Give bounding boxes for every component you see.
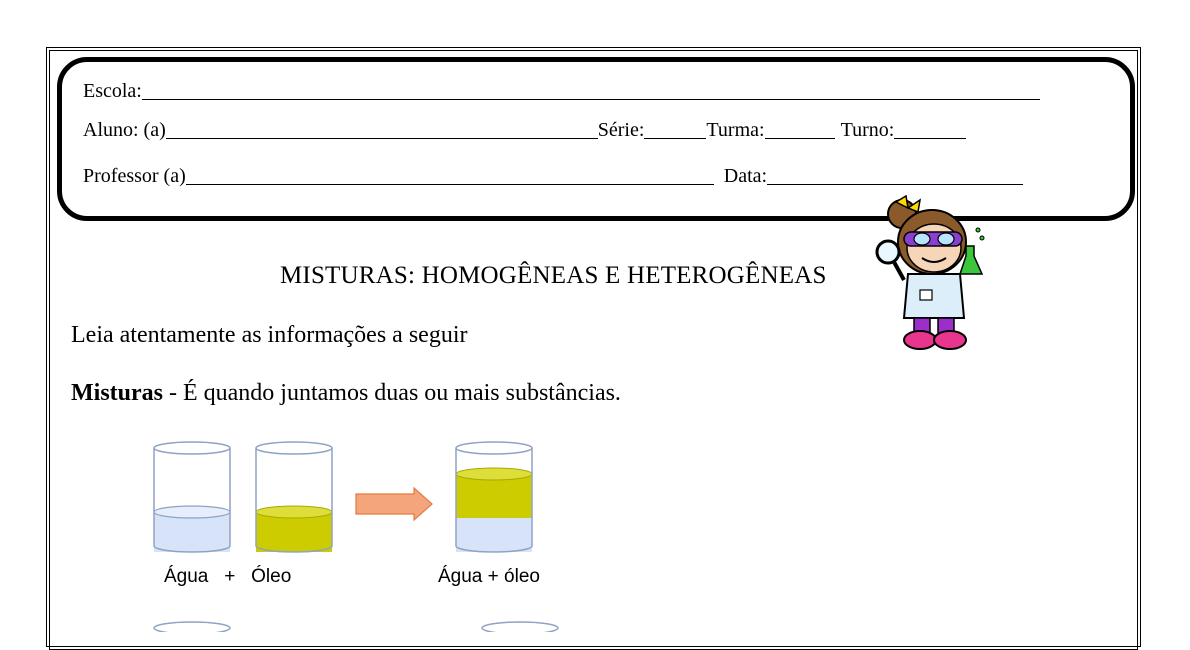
data-field[interactable]: [767, 166, 1023, 185]
professor-label: Professor (a): [83, 165, 186, 187]
escola-label: Escola:: [83, 80, 142, 102]
caption-right: Água + óleo: [438, 566, 540, 587]
escola-field[interactable]: [142, 81, 1040, 100]
oil-glass: [252, 438, 338, 558]
instruction-text: Leia atentamente as informações a seguir: [71, 322, 468, 348]
page-title: MISTURAS: HOMOGÊNEAS E HETEROGÊNEAS: [280, 262, 827, 289]
caption-left: Água + Óleo: [164, 566, 292, 587]
turno-label: Turno:: [840, 119, 895, 141]
professor-field[interactable]: [186, 166, 714, 185]
arrow-icon: [354, 486, 436, 522]
turma-field[interactable]: [765, 120, 835, 139]
escola-row: [83, 80, 1040, 103]
professor-row: [83, 165, 1023, 188]
definition-body: - É quando juntamos duas ou mais substâncias.: [163, 380, 621, 406]
scientist-girl-icon: [874, 194, 986, 352]
data-label: Data:: [723, 165, 768, 187]
serie-label: Série:: [597, 119, 645, 141]
aluno-label: Aluno: (a): [83, 119, 166, 141]
aluno-row: [83, 119, 966, 142]
aluno-field[interactable]: [166, 120, 598, 139]
definition-text: [71, 380, 621, 407]
turma-label: Turma:: [706, 119, 765, 141]
turno-field[interactable]: [894, 120, 966, 139]
serie-field[interactable]: [644, 120, 706, 139]
definition-term: Misturas: [71, 380, 163, 406]
mixture-glass: [452, 438, 538, 558]
water-glass: [150, 438, 236, 558]
